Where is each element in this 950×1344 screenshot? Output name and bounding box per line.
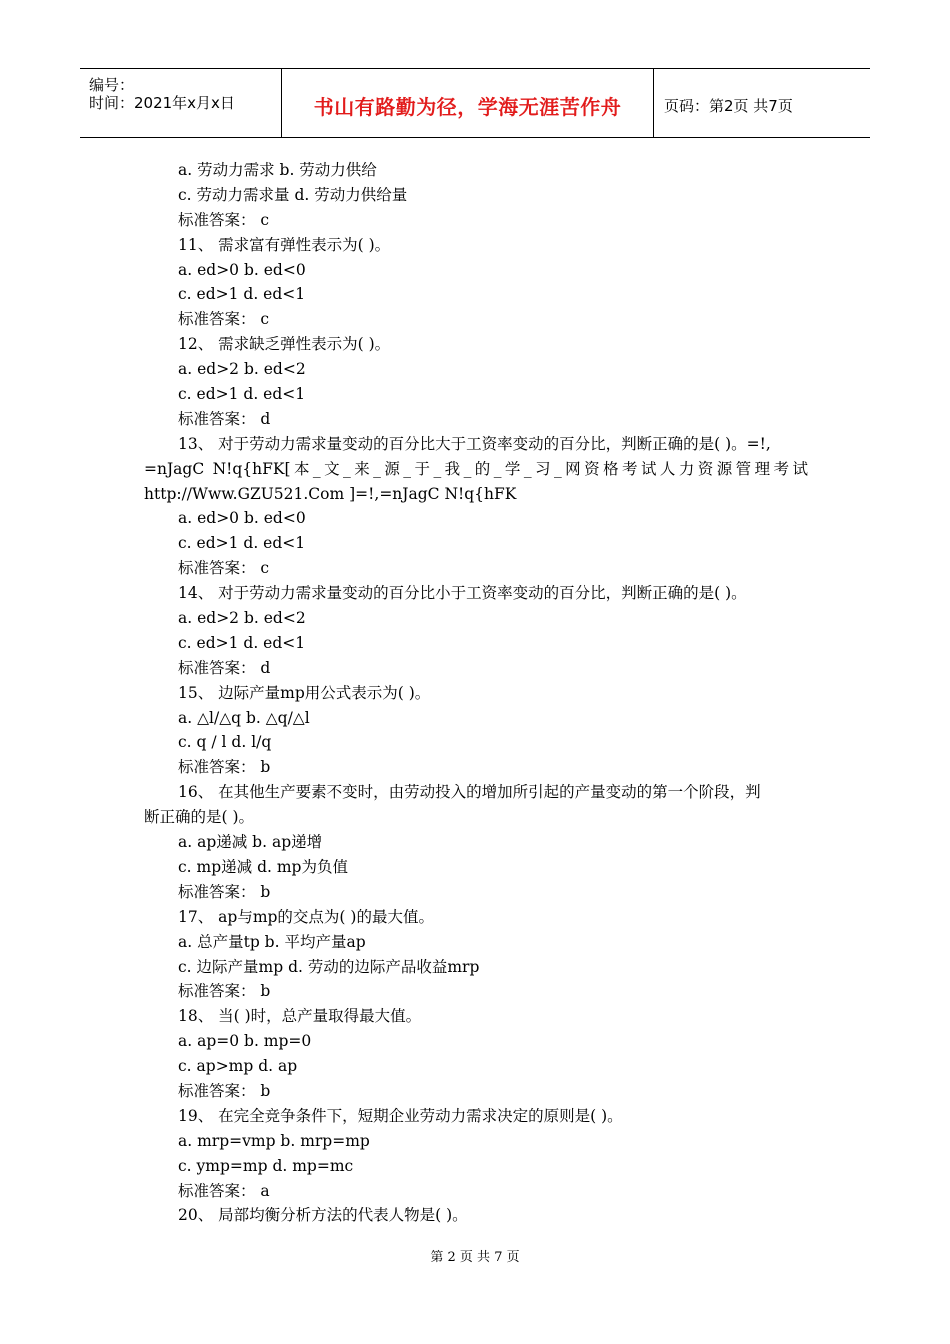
question-continuation: =nJagC N!q{hFK[本_文_来_源_于_我_的_学_习_网资格考试人力资源管理考试 xyxy=(144,459,808,478)
answer-line: 标准答案： b xyxy=(178,758,271,777)
option-line: a. ed>0 b. ed<0 xyxy=(178,509,306,528)
answer-line: 标准答案： b xyxy=(178,882,271,901)
question-line: 17、 ap与mp的交点为( )的最大值。 xyxy=(178,907,434,926)
question-line: 15、 边际产量mp用公式表示为( )。 xyxy=(178,683,431,702)
answer-line: 标准答案： c xyxy=(178,210,270,229)
question-line: 16、 在其他生产要素不变时，由劳动投入的增加所引起的产量变动的第一个阶段，判 xyxy=(178,783,761,802)
header-motto-cell xyxy=(282,69,654,137)
option-line: c. ed>1 d. ed<1 xyxy=(178,633,306,652)
answer-line: 标准答案： c xyxy=(178,310,270,329)
question-line: 12、 需求缺乏弹性表示为( )。 xyxy=(178,335,391,354)
answer-line: 标准答案： b xyxy=(178,1081,271,1100)
option-line: c. ymp=mp d. mp=mc xyxy=(178,1156,354,1175)
option-line: a. 总产量tp b. 平均产量ap xyxy=(178,932,366,951)
question-line: 20、 局部均衡分析方法的代表人物是( )。 xyxy=(178,1206,468,1225)
motto-text: 书山有路勤为径，学海无涯苦作舟 xyxy=(313,94,622,119)
option-line: c. ap>mp d. ap xyxy=(178,1057,298,1076)
question-continuation: 断正确的是( )。 xyxy=(144,808,255,827)
option-line: a. 劳动力需求 b. 劳动力供给 xyxy=(178,161,377,179)
option-line: c. 劳动力需求量 d. 劳动力供给量 xyxy=(178,185,408,204)
header-page-cell xyxy=(654,69,870,137)
page-header xyxy=(80,68,870,138)
question-line: 13、 对于劳动力需求量变动的百分比大于工资率变动的百分比，判断正确的是( )。=!, xyxy=(178,434,771,453)
code-label: 编号： xyxy=(89,76,135,94)
option-line: a. mrp=vmp b. mrp=mp xyxy=(178,1131,370,1150)
option-line: c. q / l d. l/q xyxy=(178,733,272,752)
option-line: a. ed>2 b. ed<2 xyxy=(178,360,306,379)
question-line: 14、 对于劳动力需求量变动的百分比小于工资率变动的百分比，判断正确的是( )。 xyxy=(178,584,747,603)
option-line: c. mp递减 d. mp为负值 xyxy=(178,857,348,876)
option-line: c. ed>1 d. ed<1 xyxy=(178,534,306,553)
option-line: a. △l/△q b. △q/△l xyxy=(178,708,310,727)
header-meta xyxy=(80,69,282,137)
option-line: c. 边际产量mp d. 劳动的边际产品收益mrp xyxy=(178,957,480,976)
answer-line: 标准答案： b xyxy=(178,982,271,1001)
option-line: c. ed>1 d. ed<1 xyxy=(178,285,306,304)
answer-line: 标准答案： c xyxy=(178,559,270,578)
option-line: a. ed>2 b. ed<2 xyxy=(178,609,306,628)
option-line: a. ap递减 b. ap递增 xyxy=(178,833,323,852)
question-line: 11、 需求富有弹性表示为( )。 xyxy=(178,235,391,254)
source-link-text: http://Www.GZU521.Com ]=!,=nJagC N!q{hFK xyxy=(144,484,517,503)
document-body xyxy=(144,158,808,1228)
page-info: 页码：第2页 共7页 xyxy=(664,96,793,115)
page-footer: 第 2 页 共 7 页 xyxy=(430,1250,520,1265)
question-line: 19、 在完全竞争条件下，短期企业劳动力需求决定的原则是( )。 xyxy=(178,1106,623,1125)
option-line: a. ap=0 b. mp=0 xyxy=(178,1032,312,1051)
option-line: a. ed>0 b. ed<0 xyxy=(178,260,306,279)
time-label: 时间：2021年x月x日 xyxy=(89,94,235,112)
answer-line: 标准答案： a xyxy=(178,1181,270,1200)
answer-line: 标准答案： d xyxy=(178,658,271,677)
answer-line: 标准答案： d xyxy=(178,409,271,428)
option-line: c. ed>1 d. ed<1 xyxy=(178,385,306,404)
question-line: 18、 当( )时，总产量取得最大值。 xyxy=(178,1007,422,1026)
